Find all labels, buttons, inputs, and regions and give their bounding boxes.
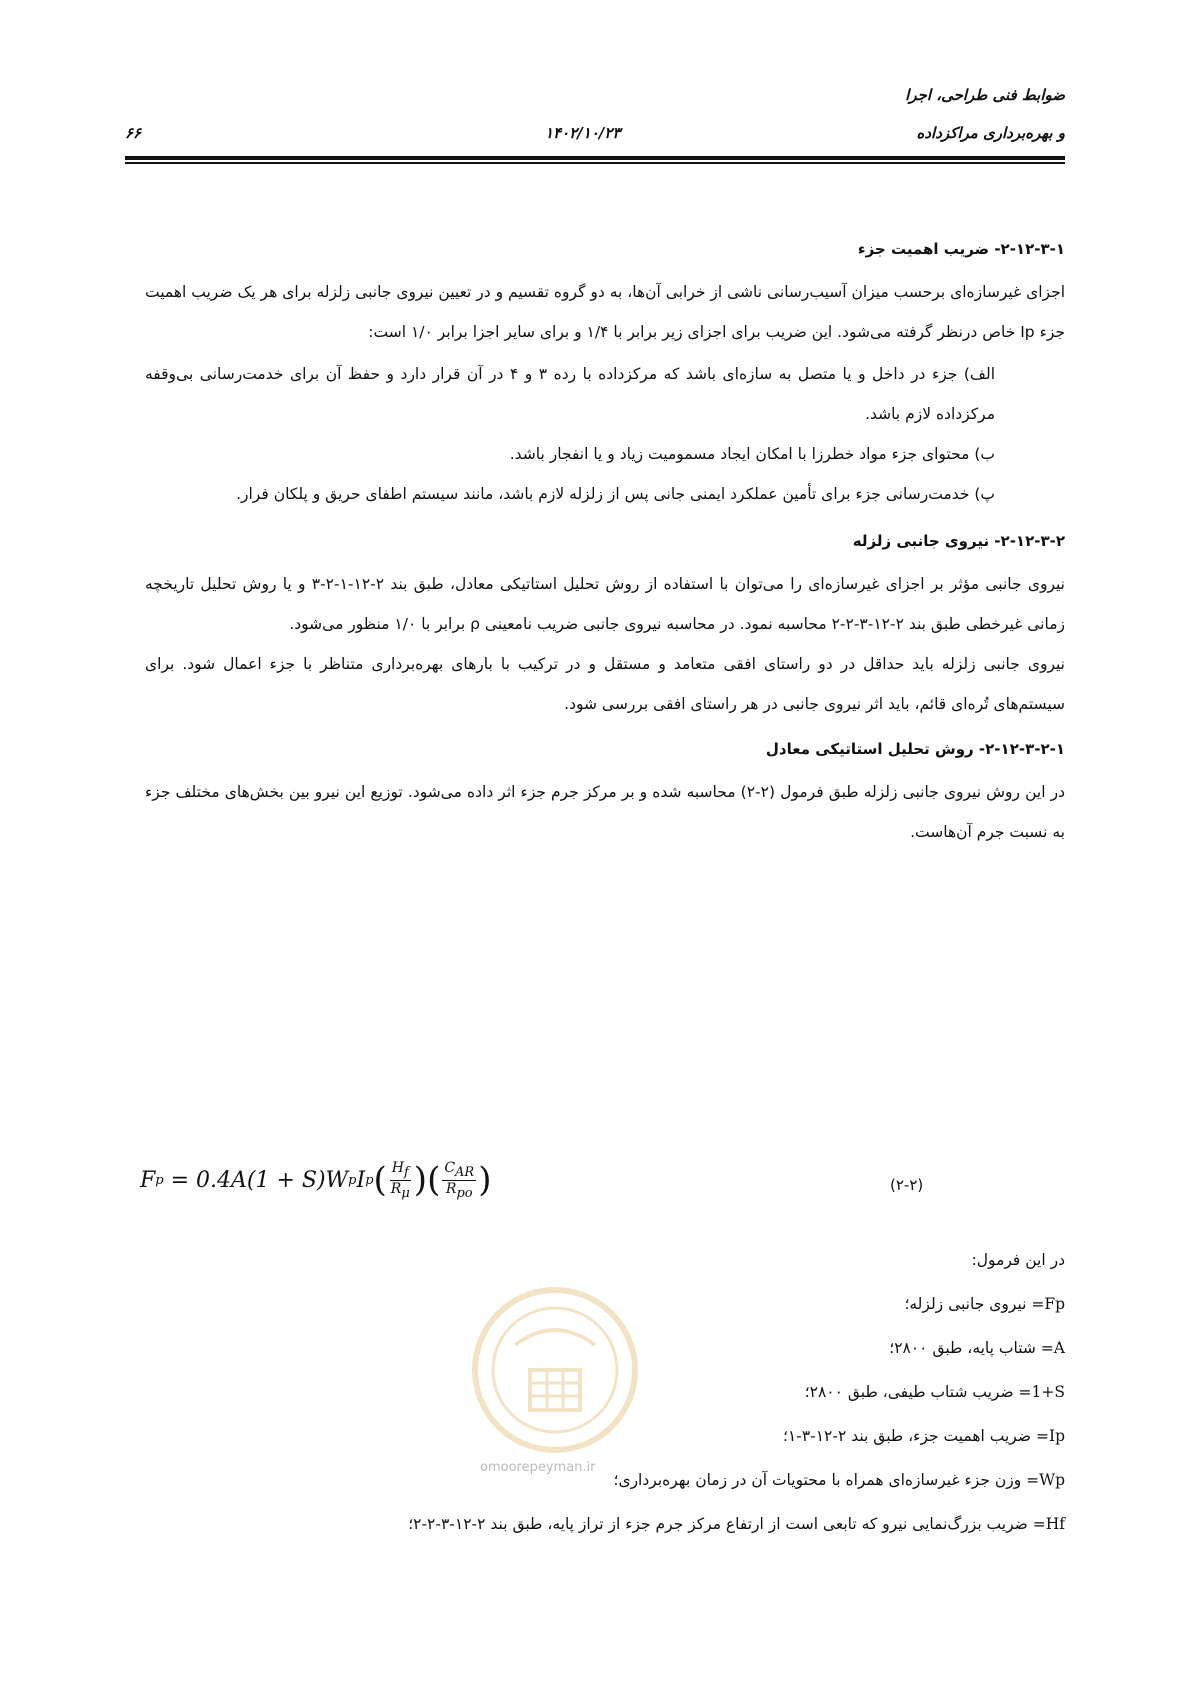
page-header — [125, 82, 1065, 172]
definition-item: Hf= ضریب بزرگ‌نمایی نیرو که تابعی است از ارتفاع مرکز جرم جزء از تراز پایه، طبق بند ۲-۱۲-۳-۲-۲؛ — [408, 1515, 1065, 1533]
header-rule-thin — [125, 162, 1065, 164]
formula-2-2: F p = 0.4A(1 + S)W p I p ( $\frac{H_f}{R_\mu}$ ) ( $\frac{C_{AR}}{R_{po}}$ ) — [140, 1160, 492, 1201]
header-date: ۱۴۰۲/۱۰/۲۳ — [545, 124, 621, 142]
definition-item: A= شتاب پایه، طبق ۲۸۰۰؛ — [889, 1339, 1065, 1357]
header-title-line2: و بهره‌برداری مراکزداده — [916, 124, 1065, 142]
header-rule-thick — [125, 156, 1065, 160]
definition-item: Ip= ضریب اهمیت جزء، طبق بند ۲-۱۲-۳-۱؛ — [782, 1427, 1065, 1445]
paragraph-static-method: در این روش نیروی جانبی زلزله طبق فرمول (۲-۲) محاسبه شده و بر مرکز جرم جزء اثر داده می‌شود. توزیع این نیرو بین بخش‌های مختلف جزء به نسبت جرم آن‌هاست. — [145, 783, 1065, 841]
watermark-logo-icon — [460, 1275, 650, 1465]
section-heading-static-method: ۲-۱۲-۳-۲-۱- روش تحلیل استاتیکی معادل — [765, 740, 1065, 758]
fraction-hf-rmu: $\frac{H_f}{R_\mu}$ — [390, 1160, 410, 1201]
formula-row — [140, 1160, 940, 1230]
paragraph-lateral-force-2: نیروی جانبی زلزله باید حداقل در دو راستای افقی متعامد و مستقل و در ترکیب با بارهای بهره‌برداری متناظر با جزء اعمال شود. برای سیستم‌های تُره‌ای قائم، باید اثر نیروی جانبی در هر راستای افقی بررسی شود. — [145, 655, 1065, 713]
list-item: الف) جزء در داخل و یا متصل به سازه‌ای باشد که مرکزداده با رده ۳ و ۴ در آن قرار دارد و حفظ آن برای خدمت‌رسانی بی‌وقفه مرکزداده لازم باشد. — [145, 365, 995, 423]
header-title-line1: ضوابط فنی طراحی، اجرا — [905, 86, 1065, 104]
page-number: ۶۶ — [125, 124, 142, 142]
definition-item: Wp= وزن جزء غیرسازه‌ای همراه با محتویات آن در زمان بهره‌برداری؛ — [613, 1471, 1065, 1489]
importance-list — [145, 354, 995, 514]
section-heading-lateral-force: ۲-۱۲-۳-۲- نیروی جانبی زلزله — [852, 532, 1065, 550]
watermark-site: omoorepeyman.ir — [480, 1460, 596, 1475]
list-item: پ) خدمت‌رسانی جزء برای تأمین عملکرد ایمنی جانی پس از زلزله لازم باشد، مانند سیستم اطفای حریق و پلکان فرار. — [236, 485, 995, 503]
paragraph-lateral-force-1: نیروی جانبی مؤثر بر اجزای غیرسازه‌ای را می‌توان با استفاده از روش تحلیل استاتیکی معادل، طبق بند ۲-۱۲-۱-۲-۳ و یا روش تحلیل تاریخچه زمانی غیرخطی طبق بند ۲-۱۲-۳-۲-۲ محاسبه نمود. در محاسبه نیروی جانبی ضریب نامعینی ρ برابر با ۱/۰ منظور می‌شود. — [145, 575, 1065, 633]
page-content — [145, 240, 1065, 852]
definitions-intro: در این فرمول: — [971, 1251, 1065, 1269]
paragraph-importance: اجزای غیرسازه‌ای برحسب میزان آسیب‌رسانی ناشی از خرابی آن‌ها، به دو گروه تقسیم و در تعیین نیروی جانبی زلزله برای هر یک ضریب اهمیت جزء Ip خاص درنظر گرفته می‌شود. این ضریب برای اجزای زیر برابر با ۱/۴ و برای سایر اجزا برابر ۱/۰ است: — [145, 283, 1065, 341]
equation-number: (۲-۲) — [890, 1176, 924, 1194]
list-item: ب) محتوای جزء مواد خطرزا با امکان ایجاد مسمومیت زیاد و یا انفجار باشد. — [509, 445, 995, 463]
section-heading-importance: ۲-۱۲-۳-۱- ضریب اهمیت جزء — [857, 240, 1065, 258]
fraction-car-rpo: $\frac{C_{AR}}{R_{po}}$ — [444, 1160, 475, 1201]
definition-item: 1+S= ضریب شتاب طیفی، طبق ۲۸۰۰؛ — [804, 1383, 1065, 1401]
definition-item: Fp= نیروی جانبی زلزله؛ — [904, 1295, 1065, 1313]
